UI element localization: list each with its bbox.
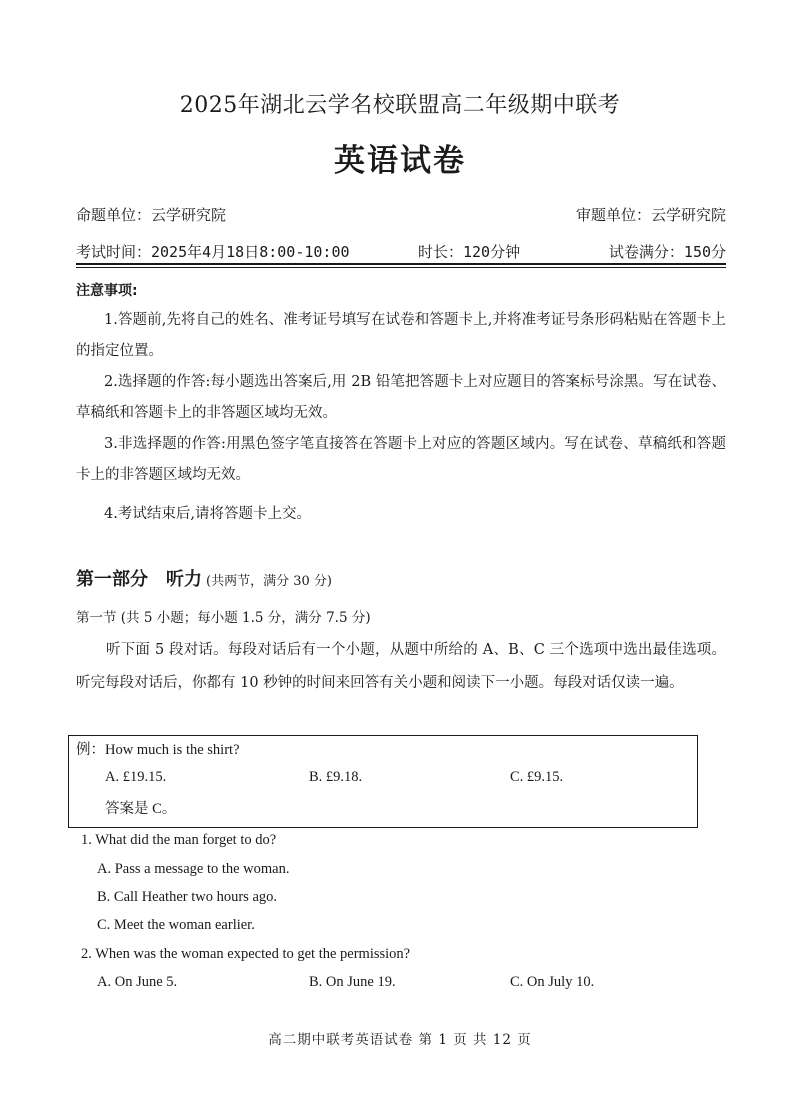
- notice-heading: 注意事项:: [76, 283, 138, 299]
- listening-instructions: 听下面 5 段对话。每段对话后有一个小题，从题中所给的 A、B、C 三个选项中选出最佳选项。听完每段对话后，你都有 10 秒钟的时间来回答有关小题和阅读下一小题。每段对话仅读一遍。: [76, 642, 726, 691]
- example-option-b: B. £9.18.: [309, 769, 363, 785]
- question-1-option-a: A. Pass a message to the woman.: [97, 861, 290, 877]
- question-1-stem: 1. What did the man forget to do?: [81, 832, 277, 848]
- question-2-option-b: B. On June 19.: [309, 974, 396, 990]
- question-1-option-b: B. Call Heather two hours ago.: [97, 889, 278, 905]
- notice-item: 3.非选择题的作答:用黑色签字笔直接答在答题卡上对应的答题区域内。写在试卷、草稿纸和答题卡上的非答题区域均无效。: [76, 436, 726, 483]
- section1-line: 第一节 (共 5 小题；每小题 1.5 分，满分 7.5 分): [76, 610, 371, 626]
- exam-info-row: [76, 241, 726, 262]
- part1-title: 第一部分 听力: [76, 569, 202, 590]
- question-2-stem: 2. When was the woman expected to get the permission?: [81, 946, 411, 962]
- exam-time: 考试时间：2025年4月18日8:00-10:00: [76, 243, 350, 261]
- page-footer: 高二期中联考英语试卷 第 1 页 共 12 页: [268, 1032, 532, 1048]
- question-2-option-a: A. On June 5.: [97, 974, 178, 990]
- authoring-row: [76, 204, 726, 225]
- part1-subtitle: (共两节，满分 30 分): [206, 574, 332, 589]
- example-option-a: A. £19.15.: [105, 769, 167, 785]
- header-rule-thick: [76, 263, 726, 265]
- part1-heading: [76, 565, 332, 591]
- header-rule-thin: [76, 267, 726, 268]
- notice-item: 1.答题前,先将自己的姓名、准考证号填写在试卷和答题卡上,并将准考证号条形码粘贴在答题卡上的指定位置。: [76, 312, 726, 359]
- notice-item: 4.考试结束后,请将答题卡上交。: [104, 506, 311, 522]
- example-answer: 答案是 C。: [105, 801, 177, 817]
- notice-item: 2.选择题的作答:每小题选出答案后,用 2B 铅笔把答题卡上对应题目的答案标号涂黑。写在试卷、草稿纸和答题卡上的非答题区域均无效。: [76, 374, 726, 421]
- question-2-option-c: C. On July 10.: [510, 974, 595, 990]
- subject-title: 英语试卷: [334, 143, 466, 179]
- reviewer-unit: 审题单位：云学研究院: [575, 206, 726, 224]
- setter-unit: 命题单位：云学研究院: [76, 206, 227, 224]
- full-score: 试卷满分：150分: [608, 243, 726, 261]
- exam-title: 2025年湖北云学名校联盟高二年级期中联考: [179, 93, 621, 118]
- example-option-c: C. £9.15.: [510, 769, 564, 785]
- question-1-option-c: C. Meet the woman earlier.: [97, 917, 255, 933]
- example-question: 例：How much is the shirt?: [76, 742, 240, 758]
- exam-duration: 时长：120分钟: [418, 243, 521, 261]
